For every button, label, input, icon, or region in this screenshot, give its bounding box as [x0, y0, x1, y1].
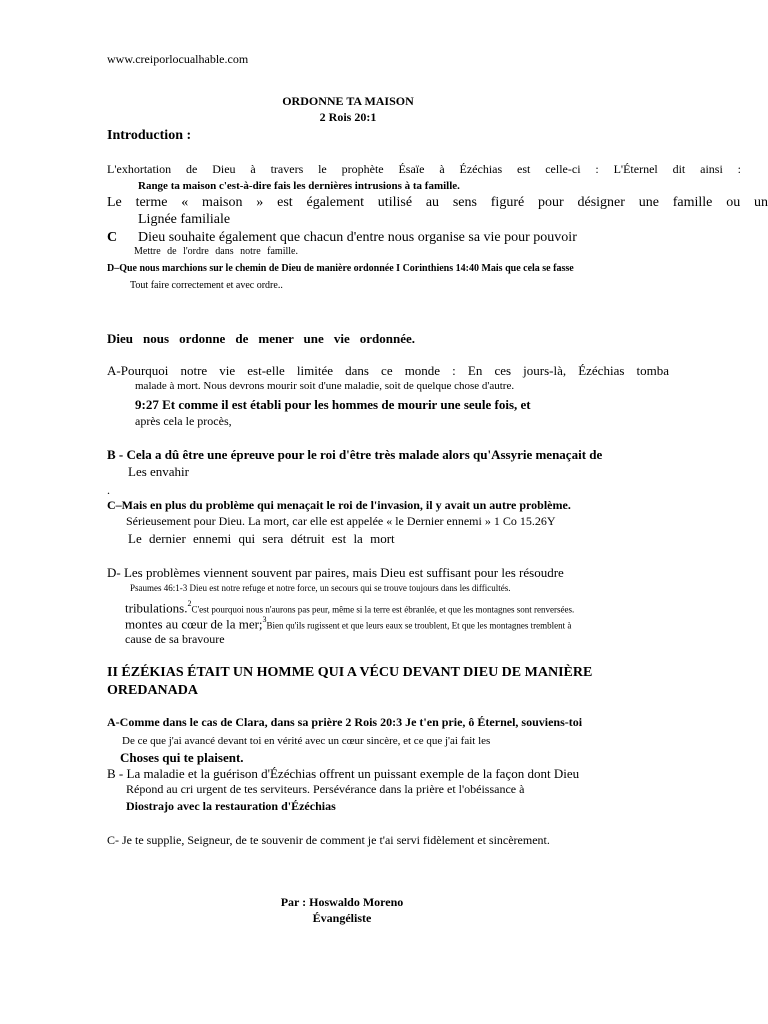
section1-d-verse2: C'est pourquoi nous n'aurons pas peur, même si la terre est ébranlée, et que les montagnes sont renversées.: [191, 604, 575, 615]
section2-a-line1: A-Comme dans le cas de Clara, dans sa prière 2 Rois 20:3 Je t'en prie, ô Éternel, souviens-toi: [107, 715, 583, 729]
section1-d-tribulations: tribulations.: [125, 600, 188, 616]
section2-a-line3: Choses qui te plaisent.: [120, 750, 244, 765]
section1-a-line2: malade à mort. Nous devrons mourir soit d'une maladie, soit de quelque chose d'autre.: [135, 380, 515, 392]
signature-author: Par : Hoswaldo Moreno: [280, 895, 404, 909]
intro-point-d: D–Que nous marchions sur le chemin de Dieu de manière ordonnée I Corinthiens 14:40 Mais que cela se fasse: [107, 263, 574, 274]
section2-heading-line2: OREDANADA: [107, 683, 198, 698]
section1-a-line1: A-Pourquoi notre vie est-elle limitée dans ce monde : En ces jours-là, Ézéchias tomba: [107, 363, 669, 378]
section1-c-line3: Le dernier ennemi qui sera détruit est la mort: [128, 531, 395, 546]
verse-number-2: 2: [187, 599, 192, 608]
section2-b-line1: B - La maladie et la guérison d'Ézéchias offrent un puissant exemple de la façon dont Dieu: [107, 766, 580, 781]
section2-b-line2: Répond au cri urgent de tes serviteurs. Persévérance dans la prière et l'obéissance à: [126, 782, 525, 796]
section1-d-verse3-line: [125, 615, 571, 634]
document-subtitle: 2 Rois 20:1: [319, 110, 377, 124]
section2-a-line2: De ce que j'ai avancé devant toi en vérité avec un cœur sincère, et ce que j'ai fait les: [122, 735, 491, 747]
intro-point-c-text: Dieu souhaite également que chacun d'entre nous organise sa vie pour pouvoir: [138, 230, 577, 245]
verse-number-3: 3: [262, 615, 267, 624]
section2-heading-line1: II ÉZÉKIAS ÉTAIT UN HOMME QUI A VÉCU DEVANT DIEU DE MANIÈRE: [107, 665, 593, 680]
section1-d-mountains: montes au cœur de la mer;: [125, 616, 263, 632]
section1-separator-dot: .: [107, 483, 110, 497]
section1-d-line1: D- Les problèmes viennent souvent par paires, mais Dieu est suffisant pour les résoudre: [107, 565, 564, 580]
section1-d-verse3: Bien qu'ils rugissent et que leurs eaux se troublent, Et que les montagnes tremblent à: [266, 620, 572, 631]
intro-paragraph-1-quote: Range ta maison c'est-à-dire fais les dernières intrusions à ta famille.: [138, 180, 460, 192]
section1-heading: Dieu nous ordonne de mener une vie ordonnée.: [107, 331, 415, 346]
section1-b-line2: Les envahir: [128, 464, 190, 479]
section1-b-line1: B - Cela a dû être une épreuve pour le roi d'être très malade alors qu'Assyrie menaçait de: [107, 447, 603, 462]
intro-point-c-label: C: [107, 230, 118, 245]
section1-a-verse: 9:27 Et comme il est établi pour les hommes de mourir une seule fois, et: [135, 397, 531, 412]
intro-paragraph-2-cont: Lignée familiale: [138, 212, 231, 227]
section1-c-line1: C–Mais en plus du problème qui menaçait le roi de l'invasion, il y avait un autre problème.: [107, 498, 571, 512]
section2-b-line3: Diostrajo avec la restauration d'Ézéchias: [126, 799, 336, 813]
header-url: www.creiporlocualhable.com: [107, 52, 249, 66]
section1-c-line2: Sérieusement pour Dieu. La mort, car elle est appelée « le Dernier ennemi » 1 Co 15.26Y: [126, 514, 556, 528]
document-title: ORDONNE TA MAISON: [282, 94, 414, 108]
intro-heading: Introduction :: [107, 128, 192, 143]
intro-paragraph-2: Le terme « maison » est également utilisé au sens figuré pour désigner une famille ou un: [107, 195, 768, 210]
intro-point-d-sub: Tout faire correctement et avec ordre..: [130, 280, 283, 291]
intro-paragraph-1: L'exhortation de Dieu à travers le prophète Ésaïe à Ézéchias est celle-ci : L'Éternel dit ainsi :: [107, 162, 741, 176]
section1-d-last: cause de sa bravoure: [125, 632, 225, 646]
signature-role: Évangéliste: [312, 911, 372, 925]
section1-d-psalm: Psaumes 46:1-3 Dieu est notre refuge et notre force, un secours qui se trouve toujours dans les difficultés.: [130, 583, 511, 593]
section2-c-line: C- Je te supplie, Seigneur, de te souvenir de comment je t'ai servi fidèlement et sincèrement.: [107, 833, 550, 847]
intro-point-c-sub: Mettre de l'ordre dans notre famille.: [134, 246, 298, 257]
section1-a-verse-cont: après cela le procès,: [135, 414, 232, 428]
